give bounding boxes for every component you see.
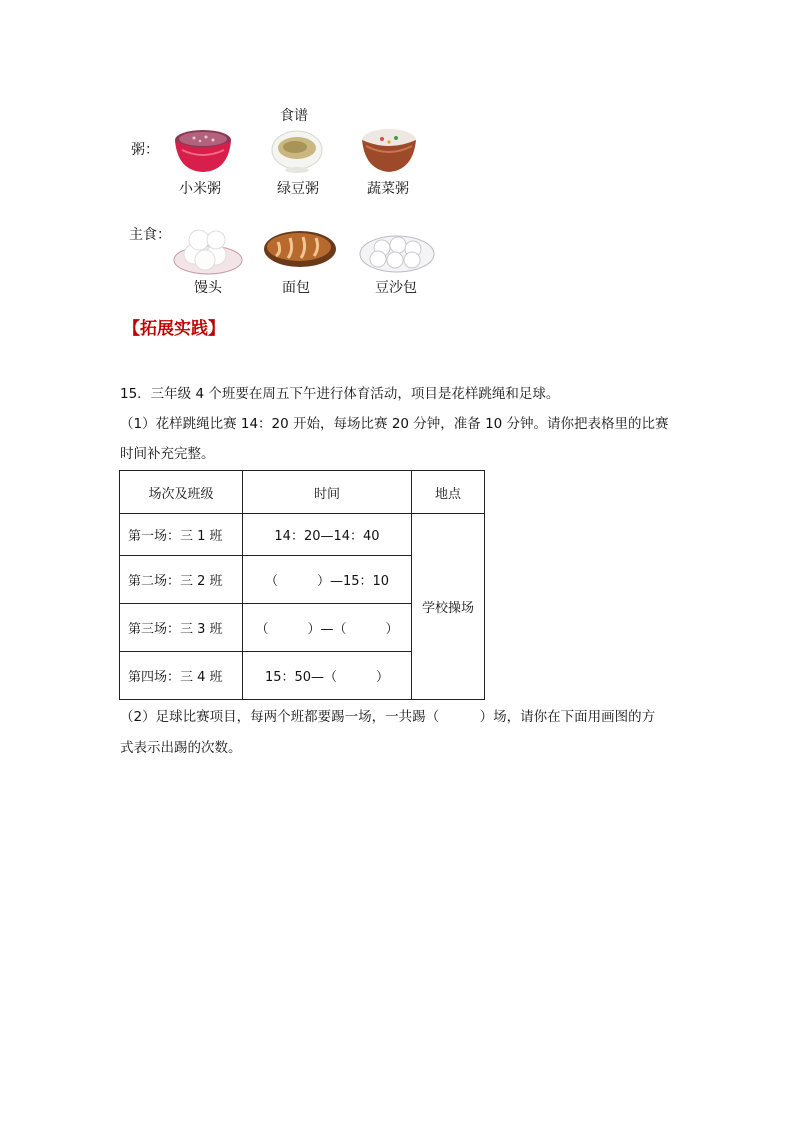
- time-cell: 15：50—（ ）: [243, 652, 412, 700]
- bean-paste-bun-image: [358, 230, 436, 274]
- staple-item: 面包: [282, 280, 310, 296]
- question-part1-line1: （1）花样跳绳比赛 14：20 开始，每场比赛 20 分钟，准备 10 分钟。请你把表格里的比赛: [120, 416, 669, 432]
- staple-item: 豆沙包: [375, 280, 417, 296]
- question-part1-line2: 时间补充完整。: [120, 446, 215, 462]
- location-cell: 学校操场: [412, 514, 485, 700]
- time-cell: （ ）—（ ）: [243, 604, 412, 652]
- mung-bean-porridge-image: [270, 130, 324, 174]
- menu-title: 食谱: [280, 108, 308, 124]
- header-time: 时间: [243, 471, 412, 514]
- session-cell: 第三场：三 3 班: [120, 604, 243, 652]
- question-part2-line2: 式表示出踢的次数。: [120, 740, 242, 756]
- bread-image: [262, 228, 338, 270]
- time-cell: 14：20—14：40: [243, 514, 412, 556]
- staple-item: 馒头: [194, 280, 222, 296]
- header-session: 场次及班级: [120, 471, 243, 514]
- time-cell: （ ）—15：10: [243, 556, 412, 604]
- vegetable-porridge-image: [360, 126, 418, 176]
- porridge-label: 粥：: [131, 142, 159, 158]
- question-intro: 15．三年级 4 个班要在周五下午进行体育活动，项目是花样跳绳和足球。: [120, 386, 560, 402]
- table-header-row: [120, 471, 485, 514]
- staple-label: 主食：: [129, 227, 171, 243]
- millet-porridge-image: [172, 126, 234, 176]
- session-cell: 第一场：三 1 班: [120, 514, 243, 556]
- header-location: 地点: [412, 471, 485, 514]
- session-cell: 第四场：三 4 班: [120, 652, 243, 700]
- schedule-table: [119, 470, 485, 700]
- question-part2-line1: （2）足球比赛项目，每两个班都要踢一场，一共踢（ ）场，请你在下面用画图的方: [120, 709, 656, 725]
- session-cell: 第二场：三 2 班: [120, 556, 243, 604]
- steamed-bun-image: [172, 220, 244, 276]
- porridge-item: 小米粥: [179, 181, 221, 197]
- section-heading: 【拓展实践】: [123, 319, 225, 339]
- porridge-item: 蔬菜粥: [367, 181, 409, 197]
- porridge-item: 绿豆粥: [277, 181, 319, 197]
- table-row: [120, 514, 485, 556]
